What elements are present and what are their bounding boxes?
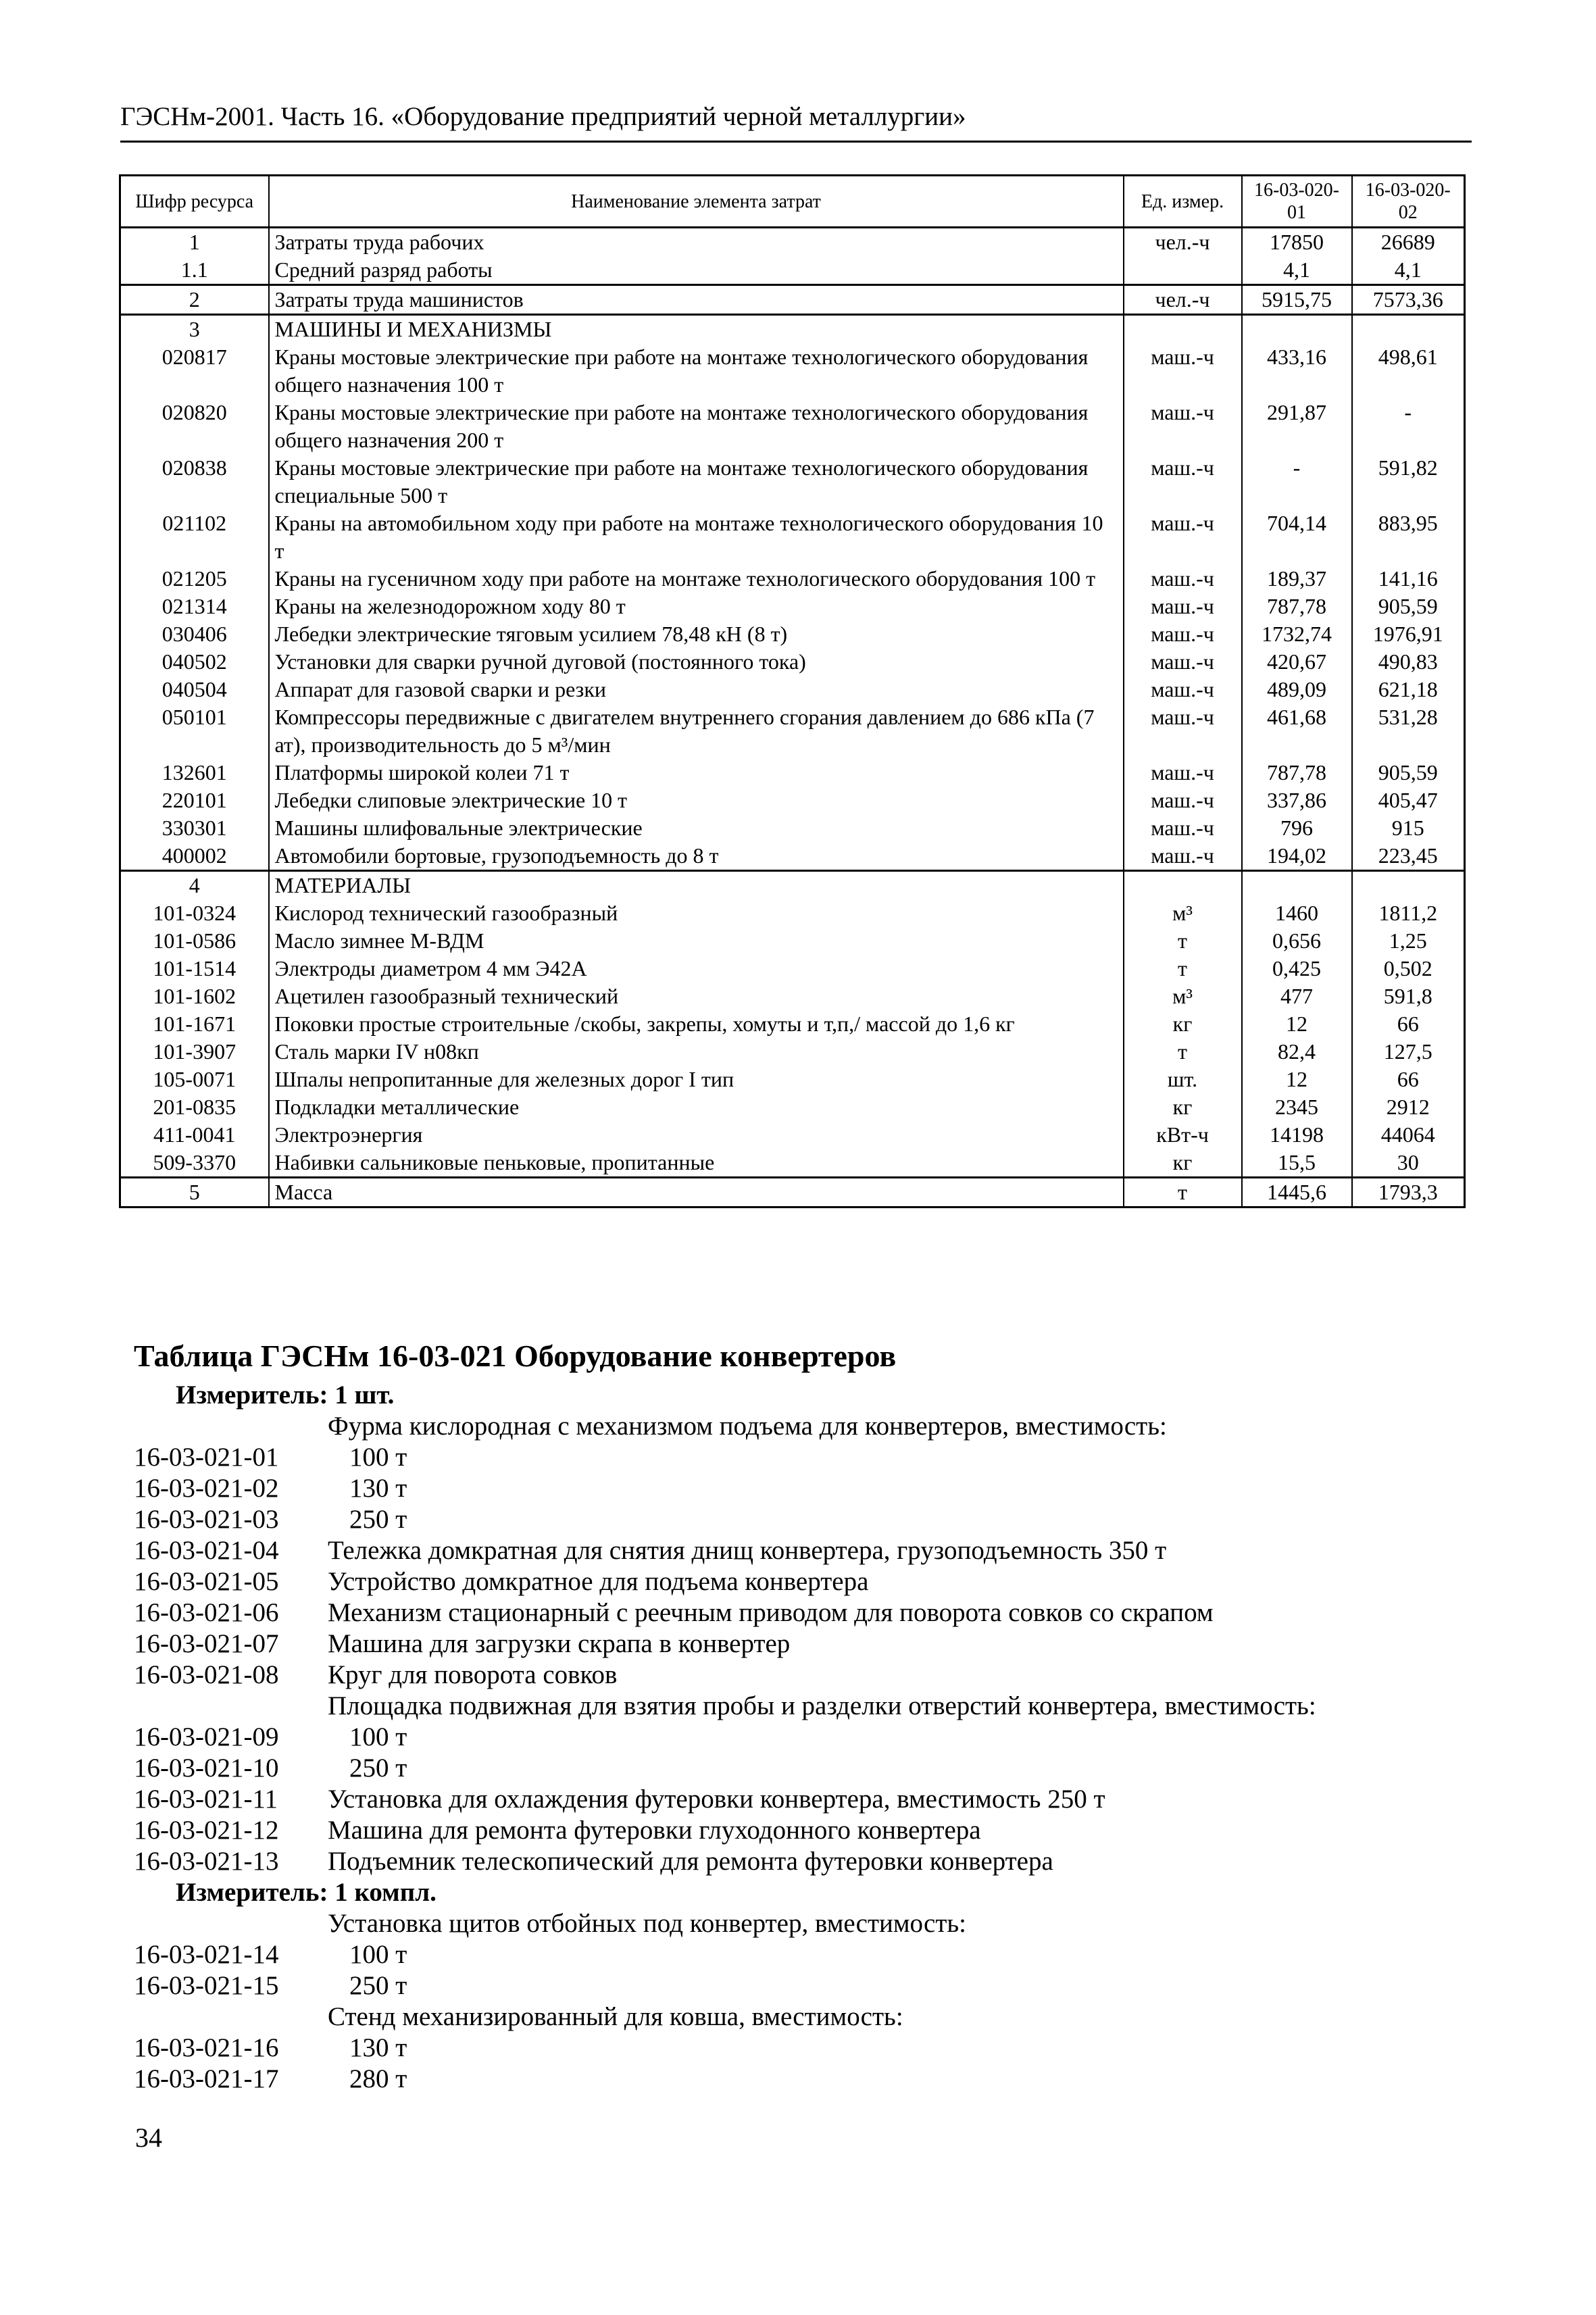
- table-row: [120, 982, 1465, 1010]
- value-020-02-cell: -: [1352, 399, 1465, 454]
- item-text: 250 т: [349, 1505, 407, 1534]
- measure-unit-1: Измеритель: 1 шт.: [176, 1380, 395, 1410]
- resource-code-cell: 101-1514: [120, 955, 269, 982]
- col-header-020-01: 16-03-020-01: [1242, 176, 1352, 228]
- value-020-02-cell: 30: [1352, 1149, 1465, 1178]
- item-text: Подъемник телескопический для ремонта футеровки конвертера: [328, 1847, 1053, 1876]
- col-header-name: Наименование элемента затрат: [269, 176, 1124, 228]
- list-item: [134, 1753, 1458, 1784]
- item-code: 16-03-021-17: [134, 2064, 279, 2093]
- resource-code-cell: 040502: [120, 648, 269, 676]
- value-020-02-cell: 405,47: [1352, 787, 1465, 814]
- resource-code-cell: 400002: [120, 842, 269, 871]
- group-heading-2: Площадка подвижная для взятия пробы и разделки отверстий конвертера, вместимость:: [328, 1691, 1316, 1720]
- list-item: [134, 2033, 1458, 2064]
- value-020-02-cell: 44064: [1352, 1121, 1465, 1149]
- table-row: [120, 1178, 1465, 1208]
- unit-cell: маш.-ч: [1124, 787, 1242, 814]
- resource-name-cell: Средний разряд работы: [269, 256, 1124, 285]
- value-020-02-cell: [1352, 315, 1465, 344]
- item-code: 16-03-021-12: [134, 1816, 279, 1845]
- resource-code-cell: 509-3370: [120, 1149, 269, 1178]
- value-020-02-cell: 2912: [1352, 1093, 1465, 1121]
- resource-code-cell: 1: [120, 228, 269, 257]
- unit-cell: маш.-ч: [1124, 703, 1242, 759]
- unit-cell: маш.-ч: [1124, 593, 1242, 620]
- table-row: [120, 1010, 1465, 1038]
- value-020-01-cell: 433,16: [1242, 343, 1352, 399]
- value-020-01-cell: 796: [1242, 814, 1352, 842]
- resource-code-cell: 2: [120, 285, 269, 315]
- list-item: [134, 1597, 1458, 1628]
- resource-code-cell: 3: [120, 315, 269, 344]
- value-020-01-cell: 1460: [1242, 899, 1352, 927]
- resource-name-cell: Сталь марки IV н08кп: [269, 1038, 1124, 1066]
- unit-cell: маш.-ч: [1124, 842, 1242, 871]
- resource-name-cell: Компрессоры передвижные с двигателем внутреннего сгорания давлением до 686 кПа (7 ат), производительность до 5 м³/мин: [269, 703, 1124, 759]
- resource-name-cell: Машины шлифовальные электрические: [269, 814, 1124, 842]
- table-row: [120, 1038, 1465, 1066]
- list-item: [134, 1535, 1458, 1566]
- table-row: [120, 676, 1465, 703]
- item-text: 100 т: [349, 1443, 407, 1472]
- resource-code-cell: 021205: [120, 565, 269, 593]
- resource-name-cell: Краны на железнодорожном ходу 80 т: [269, 593, 1124, 620]
- value-020-02-cell: 127,5: [1352, 1038, 1465, 1066]
- value-020-01-cell: 477: [1242, 982, 1352, 1010]
- unit-cell: чел.-ч: [1124, 285, 1242, 315]
- table-row: [120, 565, 1465, 593]
- table-row: [120, 1149, 1465, 1178]
- unit-cell: маш.-ч: [1124, 399, 1242, 454]
- list-item: [134, 1473, 1458, 1504]
- resource-code-cell: 101-1602: [120, 982, 269, 1010]
- table-row: [120, 1066, 1465, 1093]
- table-row: [120, 256, 1465, 285]
- resource-code-cell: 101-3907: [120, 1038, 269, 1066]
- unit-cell: т: [1124, 955, 1242, 982]
- list-item: [134, 1722, 1458, 1753]
- resource-code-cell: 101-0324: [120, 899, 269, 927]
- resource-name-cell: Поковки простые строительные /скобы, закрепы, хомуты и т,п,/ массой до 1,6 кг: [269, 1010, 1124, 1038]
- resource-code-cell: 021102: [120, 509, 269, 565]
- table-row: [120, 703, 1465, 759]
- item-code: 16-03-021-03: [134, 1505, 279, 1534]
- resource-name-cell: МАШИНЫ И МЕХАНИЗМЫ: [269, 315, 1124, 344]
- value-020-01-cell: 12: [1242, 1066, 1352, 1093]
- list-item: [134, 1784, 1458, 1815]
- unit-cell: т: [1124, 927, 1242, 955]
- list-item: [134, 1442, 1458, 1473]
- value-020-02-cell: [1352, 871, 1465, 900]
- item-code: 16-03-021-05: [134, 1567, 279, 1596]
- item-text: 280 т: [349, 2064, 407, 2093]
- resource-name-cell: Электроэнергия: [269, 1121, 1124, 1149]
- value-020-01-cell: [1242, 871, 1352, 900]
- value-020-01-cell: 4,1: [1242, 256, 1352, 285]
- resource-name-cell: Шпалы непропитанные для железных дорог I тип: [269, 1066, 1124, 1093]
- table-row: [120, 814, 1465, 842]
- unit-cell: кВт-ч: [1124, 1121, 1242, 1149]
- unit-cell: маш.-ч: [1124, 814, 1242, 842]
- unit-cell: т: [1124, 1038, 1242, 1066]
- resource-code-cell: 101-1671: [120, 1010, 269, 1038]
- resource-name-cell: Автомобили бортовые, грузоподъемность до 8 т: [269, 842, 1124, 871]
- resource-code-cell: 220101: [120, 787, 269, 814]
- resource-name-cell: Краны на гусеничном ходу при работе на монтаже технологического оборудования 100 т: [269, 565, 1124, 593]
- measure-unit-2: Измеритель: 1 компл.: [176, 1878, 437, 1907]
- list-item: [134, 1846, 1458, 1877]
- value-020-02-cell: 1976,91: [1352, 620, 1465, 648]
- table-row: [120, 899, 1465, 927]
- resource-name-cell: Масса: [269, 1178, 1124, 1208]
- list-item: [134, 1504, 1458, 1535]
- resource-code-cell: 020817: [120, 343, 269, 399]
- resource-code-cell: 020820: [120, 399, 269, 454]
- resource-code-cell: 021314: [120, 593, 269, 620]
- unit-cell: шт.: [1124, 1066, 1242, 1093]
- resource-code-cell: 020838: [120, 454, 269, 509]
- item-code: 16-03-021-02: [134, 1474, 279, 1503]
- unit-cell: м³: [1124, 899, 1242, 927]
- item-text: 100 т: [349, 1722, 407, 1751]
- col-header-code: Шифр ресурса: [120, 176, 269, 228]
- list-item: [134, 2064, 1458, 2095]
- item-list-1: [134, 1442, 1458, 1691]
- unit-cell: кг: [1124, 1010, 1242, 1038]
- resource-name-cell: Электроды диаметром 4 мм Э42А: [269, 955, 1124, 982]
- value-020-01-cell: 189,37: [1242, 565, 1352, 593]
- resource-code-cell: 1.1: [120, 256, 269, 285]
- unit-cell: маш.-ч: [1124, 509, 1242, 565]
- unit-cell: кг: [1124, 1149, 1242, 1178]
- value-020-01-cell: 787,78: [1242, 759, 1352, 787]
- value-020-02-cell: 66: [1352, 1066, 1465, 1093]
- value-020-01-cell: 2345: [1242, 1093, 1352, 1121]
- item-text: 250 т: [349, 1753, 407, 1783]
- resource-name-cell: Краны мостовые электрические при работе на монтаже технологического оборудования общего назначения 200 т: [269, 399, 1124, 454]
- item-text: 130 т: [349, 1474, 407, 1503]
- resource-code-cell: 330301: [120, 814, 269, 842]
- resource-name-cell: Подкладки металлические: [269, 1093, 1124, 1121]
- table-row: [120, 1093, 1465, 1121]
- unit-cell: т: [1124, 1178, 1242, 1208]
- item-code: 16-03-021-07: [134, 1629, 279, 1658]
- unit-cell: маш.-ч: [1124, 343, 1242, 399]
- resource-code-cell: 101-0586: [120, 927, 269, 955]
- value-020-02-cell: 905,59: [1352, 759, 1465, 787]
- value-020-02-cell: 1,25: [1352, 927, 1465, 955]
- value-020-01-cell: 194,02: [1242, 842, 1352, 871]
- item-code: 16-03-021-10: [134, 1753, 279, 1783]
- unit-cell: м³: [1124, 982, 1242, 1010]
- table-row: [120, 620, 1465, 648]
- table-row: [120, 871, 1465, 900]
- table-header-row: [120, 176, 1465, 228]
- value-020-01-cell: 5915,75: [1242, 285, 1352, 315]
- table-row: [120, 228, 1465, 257]
- table-row: [120, 955, 1465, 982]
- table-row: [120, 787, 1465, 814]
- resource-name-cell: МАТЕРИАЛЫ: [269, 871, 1124, 900]
- table-row: [120, 1121, 1465, 1149]
- value-020-01-cell: 337,86: [1242, 787, 1352, 814]
- list-item: [134, 1815, 1458, 1846]
- item-code: 16-03-021-09: [134, 1722, 279, 1751]
- value-020-02-cell: 498,61: [1352, 343, 1465, 399]
- value-020-02-cell: 4,1: [1352, 256, 1465, 285]
- header-rule: [120, 141, 1472, 143]
- value-020-02-cell: 7573,36: [1352, 285, 1465, 315]
- unit-cell: маш.-ч: [1124, 454, 1242, 509]
- resource-name-cell: Краны мостовые электрические при работе на монтаже технологического оборудования специальные 500 т: [269, 454, 1124, 509]
- value-020-01-cell: 14198: [1242, 1121, 1352, 1149]
- value-020-02-cell: 905,59: [1352, 593, 1465, 620]
- resource-code-cell: 040504: [120, 676, 269, 703]
- resource-code-cell: 201-0835: [120, 1093, 269, 1121]
- item-text: Механизм стационарный с реечным приводом для поворота совков со скрапом: [328, 1598, 1214, 1627]
- item-text: Круг для поворота совков: [328, 1660, 618, 1689]
- unit-cell: маш.-ч: [1124, 676, 1242, 703]
- table-row: [120, 759, 1465, 787]
- page-header: ГЭСНм-2001. Часть 16. «Оборудование предприятий черной металлургии»: [120, 102, 966, 131]
- unit-cell: маш.-ч: [1124, 759, 1242, 787]
- table-row: [120, 842, 1465, 871]
- group-heading-1: Фурма кислородная с механизмом подъема для конвертеров, вместимость:: [328, 1412, 1167, 1441]
- item-list-2: [134, 1722, 1458, 1877]
- resource-name-cell: Масло зимнее М-ВДМ: [269, 927, 1124, 955]
- group-heading-3: Установка щитов отбойных под конвертер, вместимость:: [328, 1909, 967, 1938]
- resource-code-cell: 105-0071: [120, 1066, 269, 1093]
- resource-name-cell: Платформы широкой колеи 71 т: [269, 759, 1124, 787]
- resource-code-cell: 030406: [120, 620, 269, 648]
- resource-name-cell: Затраты труда машинистов: [269, 285, 1124, 315]
- item-text: Машина для ремонта футеровки глуходонного конвертера: [328, 1816, 981, 1845]
- unit-cell: маш.-ч: [1124, 565, 1242, 593]
- item-code: 16-03-021-01: [134, 1443, 279, 1472]
- item-code: 16-03-021-06: [134, 1598, 279, 1627]
- value-020-02-cell: 883,95: [1352, 509, 1465, 565]
- value-020-02-cell: 26689: [1352, 228, 1465, 257]
- item-list-4: [134, 2033, 1458, 2095]
- unit-cell: [1124, 315, 1242, 344]
- resource-name-cell: Краны на автомобильном ходу при работе на монтаже технологического оборудования 10 т: [269, 509, 1124, 565]
- value-020-02-cell: 591,82: [1352, 454, 1465, 509]
- table-row: [120, 648, 1465, 676]
- item-text: Машина для загрузки скрапа в конвертер: [328, 1629, 791, 1658]
- item-code: 16-03-021-04: [134, 1536, 279, 1565]
- value-020-01-cell: 489,09: [1242, 676, 1352, 703]
- list-item: [134, 1628, 1458, 1660]
- table-row: [120, 399, 1465, 454]
- value-020-01-cell: 1732,74: [1242, 620, 1352, 648]
- value-020-01-cell: 12: [1242, 1010, 1352, 1038]
- col-header-020-02: 16-03-020-02: [1352, 176, 1465, 228]
- value-020-01-cell: 17850: [1242, 228, 1352, 257]
- resource-name-cell: Установки для сварки ручной дуговой (постоянного тока): [269, 648, 1124, 676]
- resource-name-cell: Лебедки слиповые электрические 10 т: [269, 787, 1124, 814]
- value-020-01-cell: 82,4: [1242, 1038, 1352, 1066]
- table-16-03-021: [134, 1337, 1458, 2095]
- value-020-01-cell: [1242, 315, 1352, 344]
- resource-code-cell: 050101: [120, 703, 269, 759]
- value-020-02-cell: 490,83: [1352, 648, 1465, 676]
- item-code: 16-03-021-08: [134, 1660, 279, 1689]
- table-row: [120, 315, 1465, 344]
- value-020-01-cell: 0,656: [1242, 927, 1352, 955]
- table-row: [120, 285, 1465, 315]
- item-code: 16-03-021-11: [134, 1785, 278, 1814]
- value-020-01-cell: 1445,6: [1242, 1178, 1352, 1208]
- item-code: 16-03-021-13: [134, 1847, 279, 1876]
- item-text: 130 т: [349, 2033, 407, 2062]
- unit-cell: чел.-ч: [1124, 228, 1242, 257]
- item-text: Устройство домкратное для подъема конвертера: [328, 1567, 869, 1596]
- group-heading-4: Стенд механизированный для ковша, вместимость:: [328, 2002, 903, 2031]
- section-title: Таблица ГЭСНм 16-03-021 Оборудование конвертеров: [134, 1339, 897, 1373]
- item-list-3: [134, 1939, 1458, 2001]
- table-row: [120, 509, 1465, 565]
- resource-code-cell: 4: [120, 871, 269, 900]
- value-020-01-cell: 15,5: [1242, 1149, 1352, 1178]
- item-text: 100 т: [349, 1940, 407, 1969]
- value-020-01-cell: 291,87: [1242, 399, 1352, 454]
- resource-name-cell: Кислород технический газообразный: [269, 899, 1124, 927]
- value-020-02-cell: 531,28: [1352, 703, 1465, 759]
- value-020-01-cell: 704,14: [1242, 509, 1352, 565]
- table-row: [120, 593, 1465, 620]
- value-020-02-cell: 66: [1352, 1010, 1465, 1038]
- table-body: [120, 228, 1465, 1208]
- resource-name-cell: Краны мостовые электрические при работе на монтаже технологического оборудования общего назначения 100 т: [269, 343, 1124, 399]
- value-020-02-cell: 141,16: [1352, 565, 1465, 593]
- item-text: Тележка домкратная для снятия днищ конвертера, грузоподъемность 350 т: [328, 1536, 1167, 1565]
- value-020-02-cell: 223,45: [1352, 842, 1465, 871]
- list-item: [134, 1970, 1458, 2001]
- value-020-01-cell: 461,68: [1242, 703, 1352, 759]
- list-item: [134, 1566, 1458, 1597]
- item-code: 16-03-021-14: [134, 1940, 279, 1969]
- item-code: 16-03-021-15: [134, 1971, 279, 2000]
- item-text: 250 т: [349, 1971, 407, 2000]
- value-020-02-cell: 591,8: [1352, 982, 1465, 1010]
- unit-cell: [1124, 871, 1242, 900]
- resource-code-cell: 132601: [120, 759, 269, 787]
- item-code: 16-03-021-16: [134, 2033, 279, 2062]
- unit-cell: маш.-ч: [1124, 648, 1242, 676]
- item-text: Установка для охлаждения футеровки конвертера, вместимость 250 т: [328, 1785, 1105, 1814]
- value-020-01-cell: -: [1242, 454, 1352, 509]
- cost-table: [119, 174, 1466, 1208]
- unit-cell: [1124, 256, 1242, 285]
- table-row: [120, 454, 1465, 509]
- resource-name-cell: Набивки сальниковые пеньковые, пропитанные: [269, 1149, 1124, 1178]
- list-item: [134, 1939, 1458, 1970]
- value-020-02-cell: 0,502: [1352, 955, 1465, 982]
- table-row: [120, 927, 1465, 955]
- value-020-01-cell: 0,425: [1242, 955, 1352, 982]
- unit-cell: маш.-ч: [1124, 620, 1242, 648]
- value-020-02-cell: 915: [1352, 814, 1465, 842]
- resource-name-cell: Ацетилен газообразный технический: [269, 982, 1124, 1010]
- resource-code-cell: 5: [120, 1178, 269, 1208]
- col-header-unit: Ед. измер.: [1124, 176, 1242, 228]
- unit-cell: кг: [1124, 1093, 1242, 1121]
- value-020-02-cell: 1811,2: [1352, 899, 1465, 927]
- value-020-01-cell: 787,78: [1242, 593, 1352, 620]
- resource-name-cell: Лебедки электрические тяговым усилием 78,48 кН (8 т): [269, 620, 1124, 648]
- value-020-01-cell: 420,67: [1242, 648, 1352, 676]
- resource-name-cell: Затраты труда рабочих: [269, 228, 1124, 257]
- resource-code-cell: 411-0041: [120, 1121, 269, 1149]
- page-number: 34: [135, 2122, 162, 2153]
- resource-name-cell: Аппарат для газовой сварки и резки: [269, 676, 1124, 703]
- list-item: [134, 1660, 1458, 1691]
- table-row: [120, 343, 1465, 399]
- value-020-02-cell: 621,18: [1352, 676, 1465, 703]
- value-020-02-cell: 1793,3: [1352, 1178, 1465, 1208]
